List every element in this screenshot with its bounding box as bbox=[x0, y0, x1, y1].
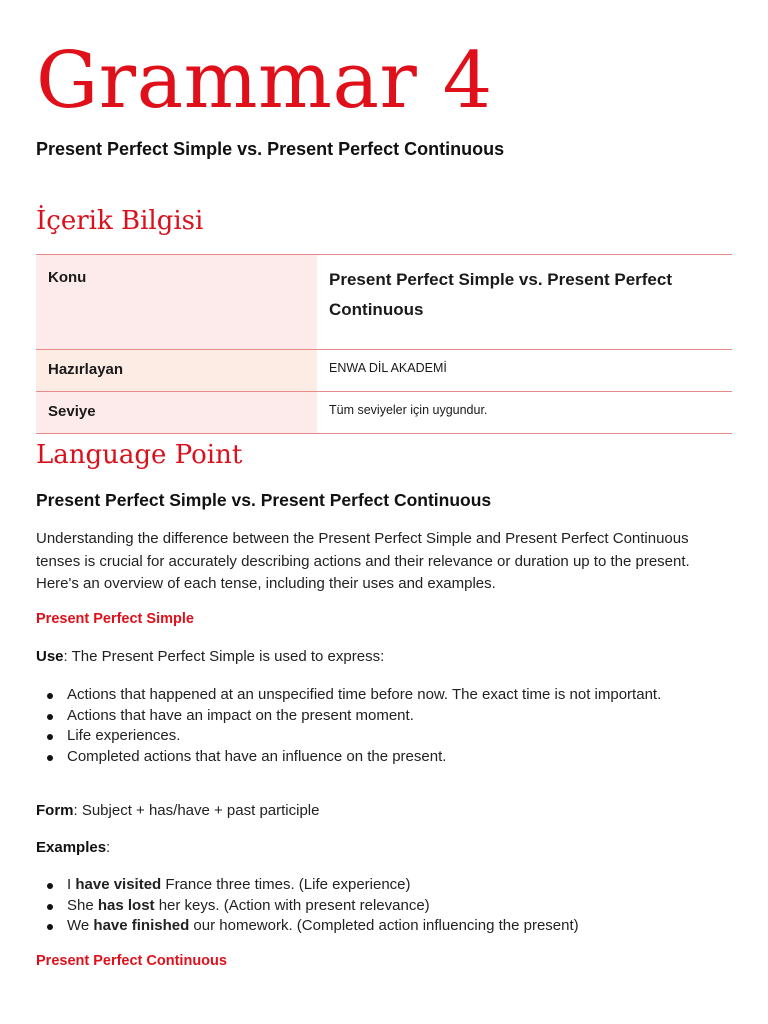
example-pre: We bbox=[67, 917, 94, 934]
form-label: Form bbox=[36, 802, 74, 819]
table-row bbox=[36, 350, 732, 392]
example-post: France three times. (Life experience) bbox=[161, 876, 411, 893]
table-row bbox=[36, 392, 732, 434]
examples-label: Examples bbox=[36, 839, 107, 856]
example-pre: She bbox=[67, 896, 98, 914]
examples-line bbox=[36, 839, 110, 856]
document-title: Grammar 4 bbox=[36, 36, 493, 126]
row-value: Present Perfect Simple vs. Present Perfect Continuous bbox=[317, 255, 732, 350]
list-item: Actions that happened at an unspecified time before now. The exact time is not important. bbox=[67, 685, 732, 706]
list-item bbox=[67, 916, 732, 937]
example-bold: has lost bbox=[97, 896, 155, 914]
row-value: ENWA DİL AKADEMİ bbox=[317, 350, 732, 392]
example-bold: have finished bbox=[93, 917, 190, 934]
ppc-label: Present Perfect Continuous bbox=[36, 953, 227, 969]
row-key: Seviye bbox=[36, 392, 317, 434]
list-item: Completed actions that have an influence on the present. bbox=[67, 747, 732, 768]
use-line bbox=[36, 648, 384, 665]
intro-paragraph: Understanding the difference between the Present Perfect Simple and Present Perfect Continuous tenses is crucial for accurately describing actions and their relevance or duration up to the present. Here's an overview of each tense, including their uses and examples. bbox=[36, 530, 690, 592]
use-label: Use bbox=[36, 648, 64, 665]
document-subtitle: Present Perfect Simple vs. Present Perfect Continuous bbox=[36, 139, 505, 159]
list-item bbox=[67, 896, 732, 917]
example-bold: have visited bbox=[75, 876, 162, 893]
example-pre: I bbox=[67, 876, 76, 893]
info-table bbox=[36, 254, 732, 434]
language-point-subheading: Present Perfect Simple vs. Present Perfect Continuous bbox=[36, 490, 492, 510]
row-key: Konu bbox=[36, 255, 317, 350]
examples-list bbox=[36, 875, 732, 937]
info-heading: İçerik Bilgisi bbox=[36, 206, 204, 236]
pps-label: Present Perfect Simple bbox=[36, 611, 194, 627]
use-text: : The Present Perfect Simple is used to express: bbox=[63, 648, 385, 665]
list-item: Actions that have an impact on the present moment. bbox=[67, 706, 732, 727]
list-item: Life experiences. bbox=[67, 726, 732, 747]
uses-list bbox=[36, 685, 732, 767]
row-value: Tüm seviyeler için uygundur. bbox=[317, 392, 732, 434]
example-post: our homework. (Completed action influencing the present) bbox=[189, 917, 579, 934]
form-line bbox=[36, 802, 319, 819]
list-item bbox=[67, 875, 732, 896]
form-text: : Subject + has/have + past participle bbox=[73, 802, 320, 819]
examples-colon: : bbox=[106, 839, 111, 856]
language-point-heading: Language Point bbox=[36, 440, 243, 470]
row-key: Hazırlayan bbox=[36, 350, 317, 392]
table-row bbox=[36, 255, 732, 350]
example-post: her keys. (Action with present relevance) bbox=[154, 896, 430, 914]
